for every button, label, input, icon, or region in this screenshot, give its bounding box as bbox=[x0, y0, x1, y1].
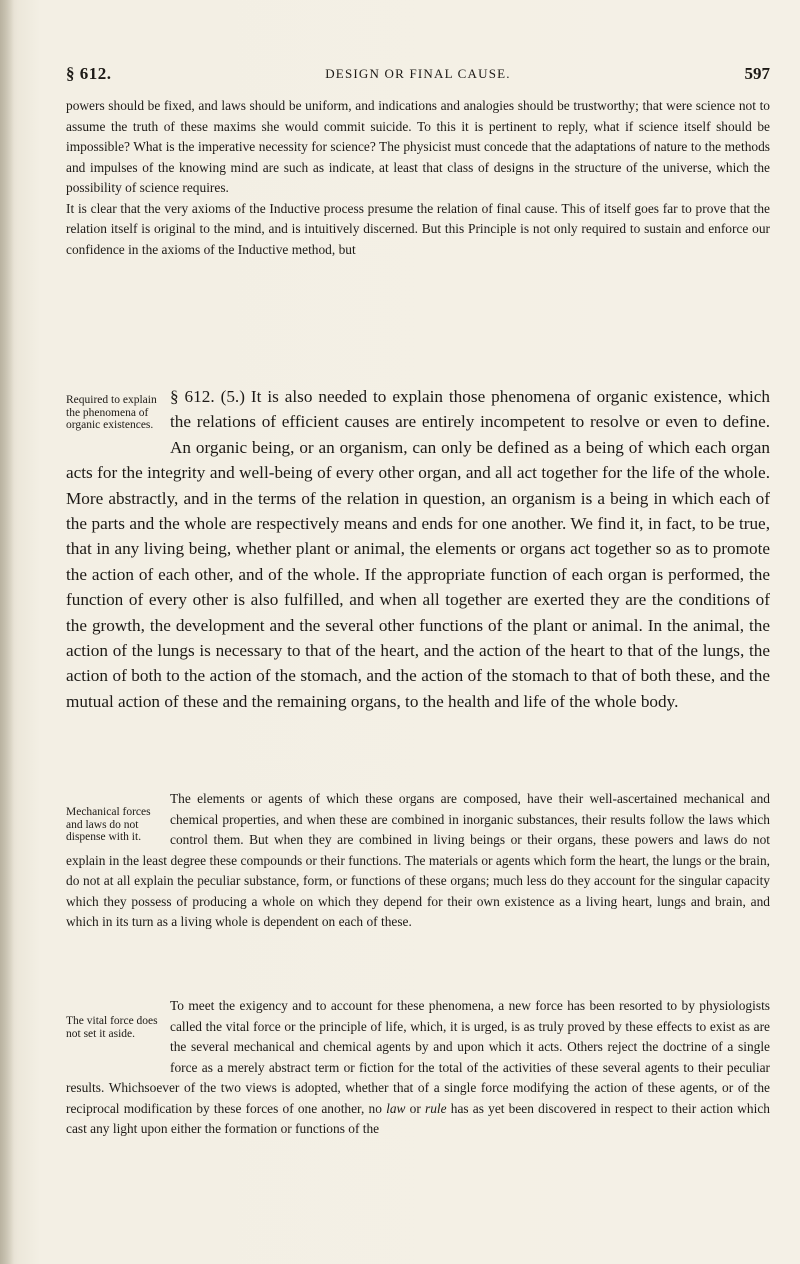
para-axioms: It is clear that the very axioms of the Inductive process presume the relation of final cause. This of itself goes far to prove that the relation itself is original to the mind, and is intuitively discerned. But this Principle is not only required to sustain and enforce our confidence in the axioms of the Inductive method, but bbox=[66, 200, 770, 257]
vital-text-b: or bbox=[405, 1100, 425, 1116]
section-number: § 612. bbox=[66, 64, 112, 83]
page-number: 597 bbox=[744, 64, 770, 83]
italic-law: law bbox=[386, 1100, 406, 1116]
vital-text-a: To meet the exigency and to account for these phenomena, a new force has been resorted to by physiologists called the vital force or the principle of life, which, it is urged, is as truly proved by these effects to exist as are the several mechanical and chemical agents by and upon which it acts. Others reject the doctrine of a single force as a merely abstract term or fiction for the total of the activities of these several agents to their peculiar results. Whichsoever of the two views is adopted, whether that of a single force modifying the action of these agents, or of the reciprocal modification by these forces of one another, no bbox=[66, 998, 770, 1116]
running-header bbox=[66, 62, 770, 92]
margin-note-vital: The vital force does not set it aside. bbox=[66, 1015, 158, 1040]
margin-note-mechanical: Mechanical forces and laws do not dispense with it. bbox=[66, 806, 151, 843]
section-612-body: An organic being, or an organism, can only be defined as a being of which each organ acts for the integrity and well-being of every other organ, and all act together for the life of the whole. More abstractly, and in the terms of the relation in question, an organism is a being in which each of the parts and the whole are respectively means and ends for one another. We find it, in fact, to be true, that in any living being, whether plant or animal, the elements or organs act together so as to promote the action of each other, and of the whole. If the appropriate function of each organ is performed, the function of every other is also fulfilled, and when all together are exerted they are the conditions of the growth, the development and the several other functions of the plant or animal. In the animal, the action of the lungs is necessary to that of the heart, and the action of the heart to that of the lungs, the action of both to the action of the stomach, and the action of the stomach to that of both these, and the mutual action of these and the remaining organs, to the health and life of the whole body. bbox=[66, 437, 770, 711]
section-612-5 bbox=[66, 384, 770, 714]
para-vital bbox=[66, 996, 770, 1140]
vital-text-c: has as yet been discovered in respect to their action which cast any light upon either the formation or functions of the bbox=[66, 1100, 770, 1136]
margin-spacer bbox=[66, 789, 170, 849]
para-mechanical-text: The elements or agents of which these organs are composed, have their well-ascertained mechanical and chemical properties, and when these are combined in inorganic substances, their results follow the laws which control them. But when they are combined in living beings or their organs, these powers and laws do not explain in the least degree these compounds or their functions. The materials or agents which form the heart, the lungs or the brain, do not at all explain the peculiar substance, form, or functions of these organs; much less do they account for the singular capacity which they possess of producing a whole on which they depend for their own existence as a living heart, lungs and brain, and which in its turn as a living whole is dependent on each of these. bbox=[66, 791, 770, 929]
para-mechanical bbox=[66, 789, 770, 933]
italic-rule: rule bbox=[424, 1100, 447, 1116]
para-powers: powers should be fixed, and laws should be uniform, and indications and analogies should be trustworthy; that were science not to assume the truth of these maxims she would commit suicide. To this it is pertinent to reply, what if science itself should be impossible? What is the imperative necessity for science? The physicist must concede that the adaptations of nature to the methods and impulses of the knowing mind are such as indicate, at least that class of designs in the structure of the universe, which the possibility of science requires. bbox=[66, 98, 770, 195]
margin-spacer bbox=[66, 384, 170, 454]
running-title: DESIGN OR FINAL CAUSE. bbox=[325, 66, 511, 81]
page-gutter-shadow bbox=[0, 0, 14, 1264]
para-vital-text bbox=[66, 996, 770, 1140]
paragraph-continued bbox=[66, 96, 770, 260]
section-612-lead: § 612. (5.) It is also needed to explain those phenomena of organic existence, which the relations of efficient causes are entirely incompetent to resolve or even to define. bbox=[170, 387, 770, 432]
margin-note-organic: Required to explain the phenomena of organic existences. bbox=[66, 394, 157, 431]
margin-spacer bbox=[66, 996, 170, 1060]
